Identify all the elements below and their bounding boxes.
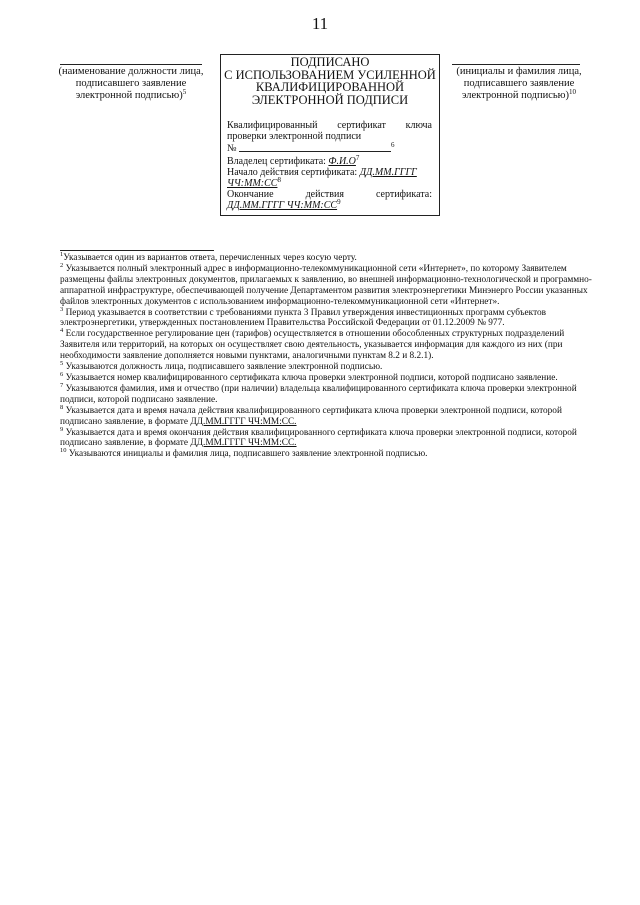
stamp-start-label: Начало действия сертификата: bbox=[227, 166, 358, 178]
footnote bbox=[60, 261, 596, 308]
stamp-end-ref: 9 bbox=[337, 198, 341, 207]
footnote-separator bbox=[60, 250, 214, 251]
stamp-end-value: ДД.ММ.ГГГГ ЧЧ:ММ:СС bbox=[227, 200, 338, 212]
footnote bbox=[60, 305, 596, 330]
stamp-end-label: Окончание действия сертификата: bbox=[227, 189, 432, 201]
footnote bbox=[60, 449, 596, 460]
stamp-cert-line1: Квалифицированный сертификат ключа bbox=[227, 120, 432, 131]
footnote bbox=[60, 329, 596, 362]
footnote-format: ДД.ММ.ГГГГ ЧЧ:ММ:СС. bbox=[190, 438, 297, 449]
footnote bbox=[60, 253, 596, 264]
stamp-number-ref: 6 bbox=[391, 141, 395, 150]
footnote-number: 8 bbox=[60, 403, 64, 411]
stamp-cert-line2: проверки электронной подписи bbox=[227, 131, 362, 143]
stamp-end-row bbox=[227, 200, 432, 211]
page-number: 11 bbox=[311, 14, 329, 33]
footnote-number: 6 bbox=[60, 370, 64, 378]
footnote-text: Указываются инициалы и фамилия лица, подписавшего заявление электронной подписью. bbox=[68, 449, 428, 460]
footnote bbox=[60, 362, 596, 373]
footnote-number: 4 bbox=[60, 327, 64, 335]
stamp-start-row-2 bbox=[227, 178, 432, 189]
left-caption-ref: 5 bbox=[182, 88, 187, 96]
stamp-owner-ref: 7 bbox=[355, 153, 360, 162]
stamp-number-label: № bbox=[227, 143, 237, 155]
footnote bbox=[60, 425, 596, 450]
stamp-start-value-2: ЧЧ:ММ:СС bbox=[227, 178, 278, 190]
footnote bbox=[60, 381, 596, 406]
stamp-start-ref: 8 bbox=[277, 176, 281, 185]
footnotes bbox=[60, 253, 596, 460]
footnote bbox=[60, 403, 596, 428]
stamp-body bbox=[221, 120, 439, 212]
footnote-text: Период указывается в соответствии с требованиями пункта 3 Правил утверждения инвестиционных программ субъектов электроэнергетики, утвержденных постановлением Правительства Российской Федерации от 01.12.2009 № 977. bbox=[60, 307, 547, 329]
stamp-owner-row bbox=[227, 153, 432, 167]
stamp-owner-value: Ф.И.О bbox=[328, 155, 356, 167]
left-caption-text: (наименование должности лица, подписавшего заявление электронной подписью) bbox=[58, 66, 204, 101]
stamp-title-line: С ИСПОЛЬЗОВАНИЕМ УСИЛЕННОЙ bbox=[224, 67, 436, 82]
footnote-text: Если государственное регулирование цен (тарифов) осуществляется в отношении обособленных структурных подразделений Заявителя или территорий, на которых он осуществляет свою деятельность, указывается информация для каждого из них (при необходимости заявление дополняется новыми пунктами, аналогичными пунктам 8.2 и 8.2.1). bbox=[60, 329, 565, 362]
right-caption-text: (инициалы и фамилия лица, подписавшего заявление электронной подписью) bbox=[456, 66, 582, 101]
stamp-start-value-1: ДД.ММ.ГГГГ bbox=[359, 166, 417, 178]
right-signature-line bbox=[452, 64, 580, 65]
stamp-number-row bbox=[227, 142, 432, 154]
left-caption bbox=[56, 66, 206, 102]
footnote-number: 5 bbox=[60, 360, 64, 368]
stamp-title bbox=[221, 56, 439, 106]
stamp-title-line: ЭЛЕКТРОННОЙ ПОДПИСИ bbox=[251, 92, 409, 107]
left-signature-line bbox=[60, 64, 202, 65]
stamp-title-line: КВАЛИФИЦИРОВАННОЙ bbox=[255, 80, 405, 94]
footnote-number: 1 bbox=[60, 251, 64, 258]
stamp-number-blank bbox=[239, 142, 391, 152]
footnote bbox=[60, 370, 596, 384]
footnote-text: Указывается один из вариантов ответа, перечисленных через косую черту. bbox=[63, 253, 357, 263]
signature-stamp bbox=[220, 54, 440, 216]
right-caption bbox=[450, 66, 588, 102]
right-caption-ref: 10 bbox=[569, 88, 577, 96]
footnote-number: 9 bbox=[60, 425, 64, 433]
footnote-number: 7 bbox=[60, 381, 64, 389]
footnote-number: 10 bbox=[60, 447, 67, 455]
footnote-number: 3 bbox=[60, 305, 64, 313]
stamp-title-line: ПОДПИСАНО bbox=[290, 55, 370, 69]
footnote-number: 2 bbox=[60, 261, 64, 269]
footnote-text: Указываются должность лица, подписавшего заявление электронной подписью. bbox=[65, 362, 383, 373]
footnote-text: Указывается дата и время начала действия квалифицированного сертификата ключа проверки электронной подписи, которой подписано заявление, в формате bbox=[60, 405, 562, 427]
stamp-owner-label: Владелец сертификата: bbox=[227, 155, 326, 167]
footnote-format: ДД.ММ.ГГГГ ЧЧ:ММ:СС. bbox=[190, 416, 297, 427]
footnote-text: Указываются фамилия, имя и отчество (при наличии) владельца квалифицированного сертификата ключа проверки электронной подписи, которой подписано заявление. bbox=[60, 383, 577, 405]
footnote-text: Указывается полный электронный адрес в информационно-телекоммуникационной сети «Интернет», по которому Заявителем размещены файлы электронных документов, прилагаемых к заявлению, во внешней информационно-технологической и программно-аппаратной инфраструктуре, обеспечивающей получение Департаментом развития электроэнергетики Минэнерго России указанных файлов электронных документов с использованием информационно-телекоммуникационной сети «Интернет». bbox=[60, 263, 592, 307]
footnote-text: Указывается номер квалифицированного сертификата ключа проверки электронной подписи, которой подписано заявление. bbox=[65, 372, 558, 383]
footnote-text: Указывается дата и время окончания действия квалифицированного сертификата ключа проверки электронной подписи, которой подписано заявление, в формате bbox=[60, 427, 577, 449]
stamp-start-row bbox=[227, 167, 432, 178]
